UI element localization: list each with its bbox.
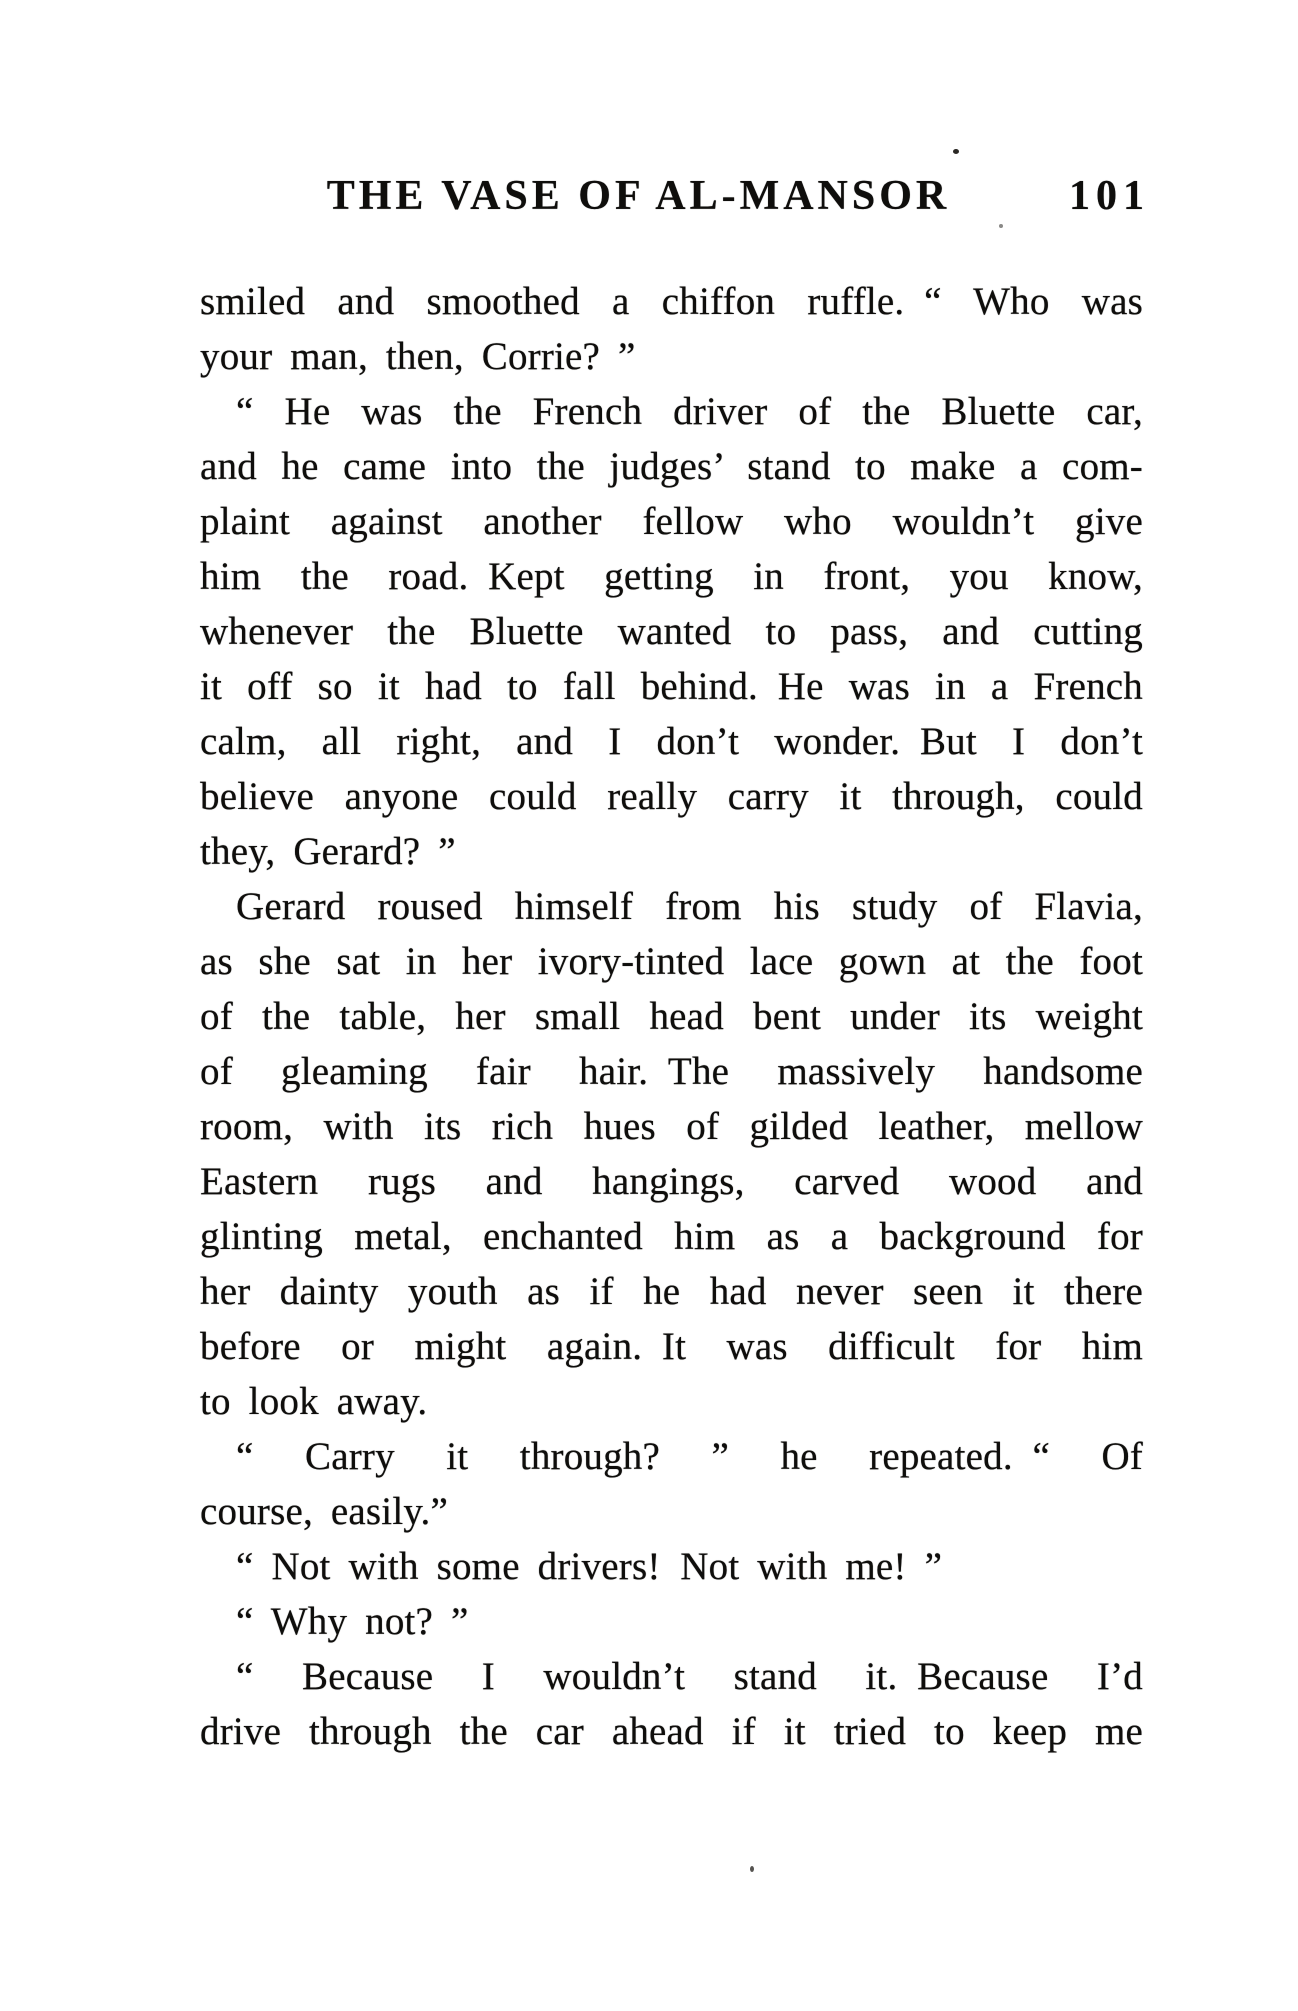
page-title: THE VASE OF AL-MANSOR xyxy=(326,173,951,219)
text-line: to look away. xyxy=(200,1380,428,1423)
text-line: your man, then, Corrie? ” xyxy=(200,335,636,378)
text-line: Eastern rugs and hangings, carved wood and xyxy=(200,1160,1143,1203)
text-line: as she sat in her ivory-tinted lace gown at the foot xyxy=(200,940,1143,983)
text-line: drive through the car ahead if it tried to keep me xyxy=(200,1710,1143,1753)
text-line: before or might again. It was difficult for him xyxy=(200,1325,1143,1368)
text-line: they, Gerard? ” xyxy=(200,830,456,873)
text-line: room, with its rich hues of gilded leather, mellow xyxy=(200,1105,1143,1148)
text-line: of gleaming fair hair. The massively handsome xyxy=(200,1050,1143,1093)
text-line: calm, all right, and I don’t wonder. But I don’t xyxy=(200,720,1143,763)
running-header xyxy=(200,172,1150,220)
text-line: glinting metal, enchanted him as a background for xyxy=(200,1215,1143,1258)
text-line: “ Not with some drivers! Not with me! ” xyxy=(236,1545,943,1588)
text-line: it off so it had to fall behind. He was in a French xyxy=(200,665,1143,708)
text-line: him the road. Kept getting in front, you know, xyxy=(200,555,1143,598)
text-line: of the table, her small head bent under its weight xyxy=(200,995,1143,1038)
text-line: and he came into the judges’ stand to make a com- xyxy=(200,445,1143,488)
text-line: “ Carry it through? ” he repeated. “ Of xyxy=(236,1435,1143,1478)
text-line: believe anyone could really carry it through, could xyxy=(200,775,1143,818)
text-line: her dainty youth as if he had never seen it there xyxy=(200,1270,1143,1313)
text-line: Gerard roused himself from his study of Flavia, xyxy=(236,885,1143,928)
text-line: “ Because I wouldn’t stand it. Because I’d xyxy=(236,1655,1143,1698)
scan-speck xyxy=(953,149,959,154)
text-line: “ He was the French driver of the Bluette car, xyxy=(236,390,1143,433)
text-line: whenever the Bluette wanted to pass, and cutting xyxy=(200,610,1143,653)
scan-speck xyxy=(999,224,1003,228)
text-line: smiled and smoothed a chiffon ruffle. “ Who was xyxy=(200,280,1143,323)
text-block xyxy=(200,274,1143,1759)
page-number: 101 xyxy=(1069,173,1150,219)
text-line: plaint against another fellow who wouldn’t give xyxy=(200,500,1143,543)
scan-speck xyxy=(750,1866,754,1872)
text-line: “ Why not? ” xyxy=(236,1600,469,1643)
text-line: course, easily.” xyxy=(200,1490,448,1533)
